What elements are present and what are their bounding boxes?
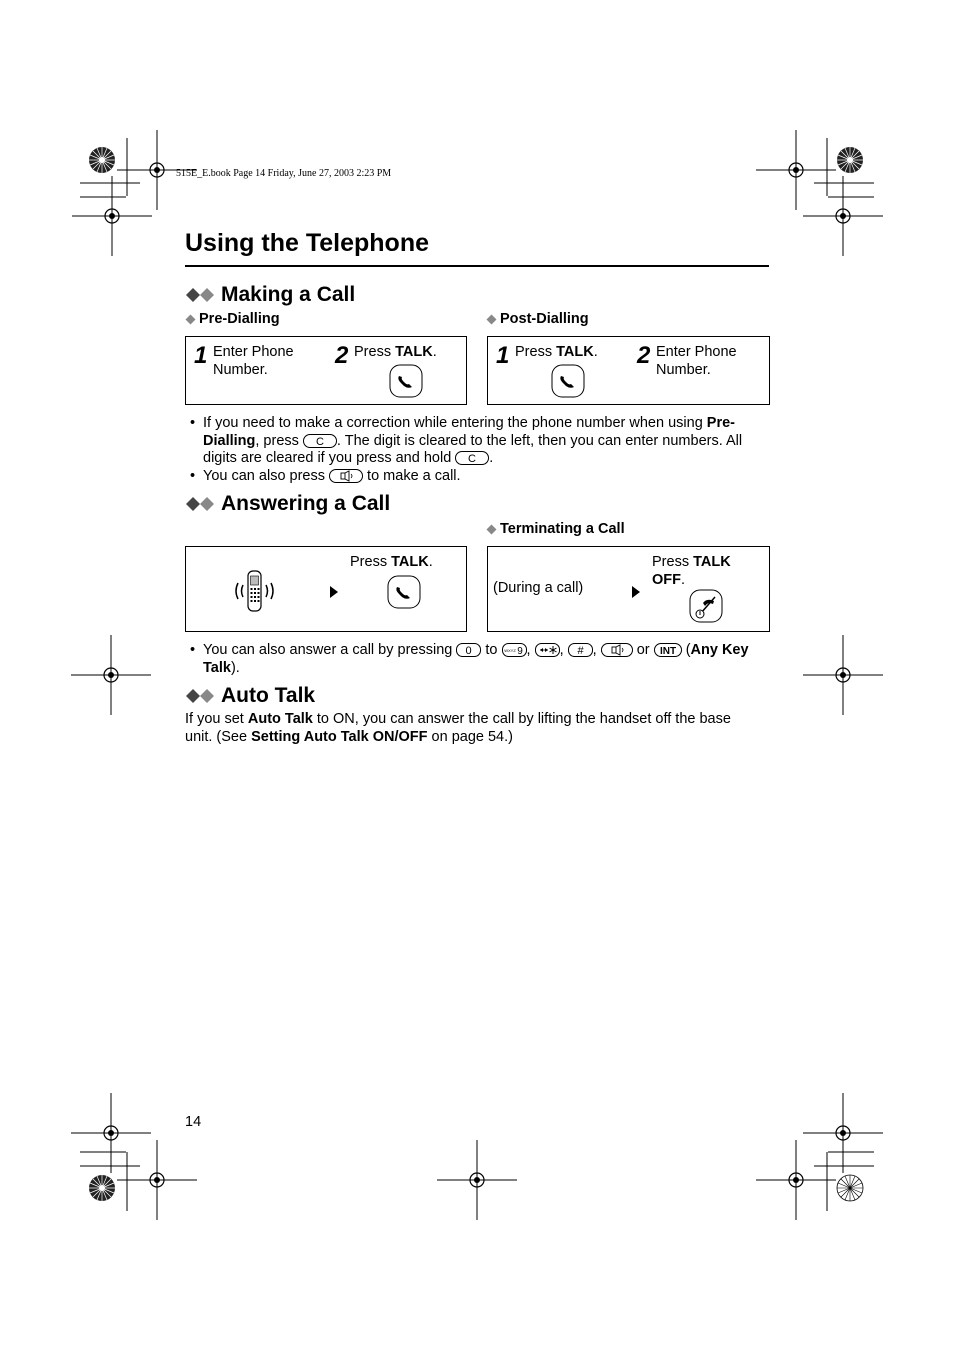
svg-text:INT: INT <box>659 646 676 658</box>
step-text: Enter Phone Number. <box>213 344 294 378</box>
step-number: 1 <box>194 342 208 369</box>
step-text: Enter Phone Number. <box>656 344 737 378</box>
diamond-icon <box>185 496 217 512</box>
talk-key-icon <box>551 364 585 398</box>
speaker-key-icon <box>601 643 633 657</box>
subheading-post-dialling <box>486 311 589 327</box>
page-title: Using the Telephone <box>185 229 429 257</box>
terminating-box <box>487 546 770 632</box>
talk-key-icon <box>387 575 421 609</box>
step-text: Press TALK. <box>354 344 437 360</box>
svg-text:C: C <box>315 435 324 448</box>
step-text: Press TALK. <box>515 344 598 360</box>
header-note: 515E_E.book Page 14 Friday, June 27, 2003 2:23 PM <box>176 168 392 179</box>
hash-key-icon <box>568 643 593 657</box>
diamond-icon <box>185 287 217 303</box>
bullet-correction: • If you need to make a correction while entering the phone number when using Pre- Dialling, press C . The digit is cleared to the left, then you can enter numbers. All digits are cleared if you press and hold C . <box>190 415 743 466</box>
bullet-dot: • <box>190 415 196 431</box>
section-heading-auto-talk <box>185 684 315 708</box>
svg-text:0: 0 <box>465 645 472 658</box>
talk-key-icon <box>389 364 423 398</box>
title-rule <box>185 265 769 267</box>
subheading-pre-dialling <box>185 311 280 327</box>
arrow-right-icon <box>329 585 339 599</box>
small-diamond-icon <box>486 314 497 325</box>
bullet-speaker: • You can also press to make a call. <box>190 468 461 484</box>
bullet-any-key-talk: • You can also answer a call by pressing 0 to WXYZ 9 , , # , or INT (Any Key Talk). <box>190 642 749 676</box>
svg-text:9: 9 <box>516 646 523 658</box>
speaker-key-icon <box>329 469 363 483</box>
auto-talk-paragraph: If you set Auto Talk to ON, you can answer the call by lifting the handset off the base unit. (See Setting Auto Talk ON/OFF on page 54.) <box>185 711 731 745</box>
section-title: Answering a Call <box>221 492 391 515</box>
answering-box <box>185 546 467 632</box>
subheading-label: Terminating a Call <box>500 521 625 537</box>
intercom-key-icon <box>654 643 682 657</box>
section-title: Making a Call <box>221 283 356 306</box>
nine-key-icon <box>502 643 527 657</box>
pre-dialling-box <box>185 336 467 405</box>
zero-key-icon <box>456 643 481 657</box>
subheading-label: Pre-Dialling <box>199 311 280 327</box>
small-diamond-icon <box>486 524 497 535</box>
post-dialling-box <box>487 336 770 405</box>
talk-off-key-icon <box>689 589 723 623</box>
section-heading-answering-call <box>185 492 390 516</box>
svg-text:#: # <box>577 645 584 658</box>
subheading-label: Post-Dialling <box>500 311 589 327</box>
arrow-right-icon <box>631 585 641 599</box>
during-call-text: (During a call) <box>493 580 584 596</box>
svg-text:WXYZ: WXYZ <box>503 648 516 654</box>
clear-key-icon <box>455 451 489 465</box>
page-number: 14 <box>185 1114 202 1130</box>
subheading-terminating-call <box>486 521 625 537</box>
bullet-dot: • <box>190 642 196 658</box>
bullet-dot: • <box>190 468 196 484</box>
section-heading-making-call <box>185 283 355 307</box>
press-talk-off-text: Press TALK OFF. <box>652 554 731 588</box>
step-number: 2 <box>637 342 651 369</box>
svg-text:C: C <box>468 453 477 466</box>
clear-key-icon <box>303 434 337 448</box>
step-number: 1 <box>496 342 510 369</box>
small-diamond-icon <box>185 314 196 325</box>
section-title: Auto Talk <box>221 684 316 707</box>
ringing-handset-icon <box>232 569 278 613</box>
diamond-icon <box>185 688 217 704</box>
press-talk-text: Press TALK. <box>350 554 433 570</box>
step-number: 2 <box>335 342 349 369</box>
star-key-icon <box>535 643 560 657</box>
